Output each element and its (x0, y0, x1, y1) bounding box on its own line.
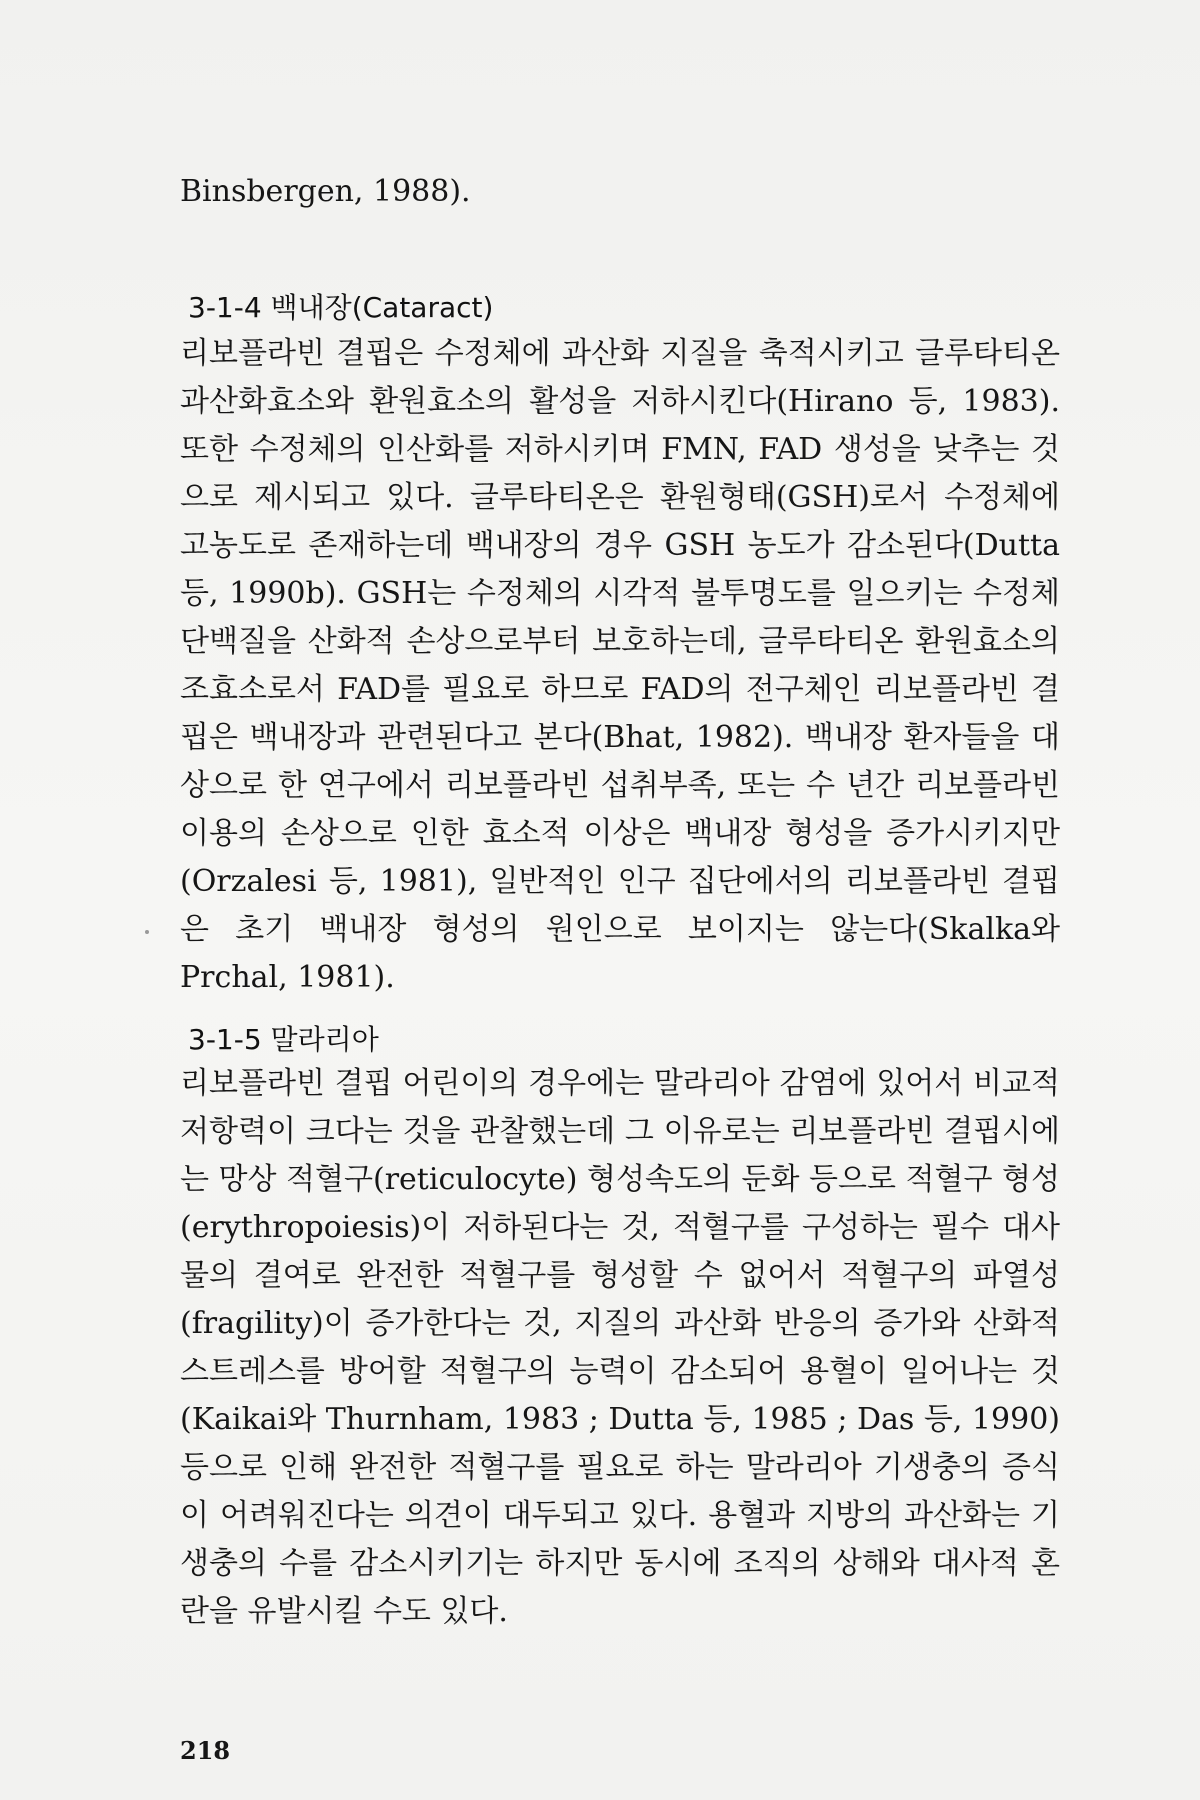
page-number: 218 (180, 1736, 231, 1765)
intro-text: Binsbergen, 1988). (180, 174, 471, 209)
section-heading-malaria: 3-1-5 말라리아 (188, 1023, 379, 1056)
scan-mark-dot (145, 930, 149, 934)
section-paragraph-cataract: 리보플라빈 결핍은 수정체에 과산화 지질을 축적시키고 글루타티온 과산화효소와 환원효소의 활성을 저하시킨다(Hirano 등, 1983). 또한 수정체의 인산화를 저하시키며 FMN, FAD 생성을 낮추는 것으로 제시되고 있다. 글루타티온은 환원형태(GSH)로서 수정체에 고농도로 존재하는데 백내장의 경우 GSH 농도가 감소된다(Dutta 등, 1990b). GSH는 수정체의 시각적 불투명도를 일으키는 수정체 단백질을 산화적 손상으로부터 보호하는데, 글루타티온 환원효소의 조효소로서 FAD를 필요로 하므로 FAD의 전구체인 리보플라빈 결핍은 백내장과 관련된다고 본다(Bhat, 1982). 백내장 환자들을 대상으로 한 연구에서 리보플라빈 섭취부족, 또는 수 년간 리보플라빈 이용의 손상으로 인한 효소적 이상은 백내장 형성을 증가시키지만(Orzalesi 등, 1981), 일반적인 인구 집단에서의 리보플라빈 결핍은 초기 백내장 형성의 원인으로 보이지는 않는다(Skalka와 Prchal, 1981). (180, 336, 1060, 995)
section-heading-cataract: 3-1-4 백내장(Cataract) (188, 291, 494, 324)
section-paragraph-malaria: 리보플라빈 결핍 어린이의 경우에는 말라리아 감염에 있어서 비교적 저항력이 크다는 것을 관찰했는데 그 이유로는 리보플라빈 결핍시에는 망상 적혈구(reticulocyte) 형성속도의 둔화 등으로 적혈구 형성(erythropoiesis)이 저하된다는 것, 적혈구를 구성하는 필수 대사물의 결여로 완전한 적혈구를 형성할 수 없어서 적혈구의 파열성(fragility)이 증가한다는 것, 지질의 과산화 반응의 증가와 산화적 스트레스를 방어할 적혈구의 능력이 감소되어 용혈이 일어나는 것(Kaikai와 Thurnham, 1983 ; Dutta 등, 1985 ; Das 등, 1990) 등으로 인해 완전한 적혈구를 필요로 하는 말라리아 기생충의 증식이 어려워진다는 의견이 대두되고 있다. 용혈과 지방의 과산화는 기생충의 수를 감소시키기는 하지만 동시에 조직의 상해와 대사적 혼란을 유발시킬 수도 있다. (180, 1066, 1060, 1629)
